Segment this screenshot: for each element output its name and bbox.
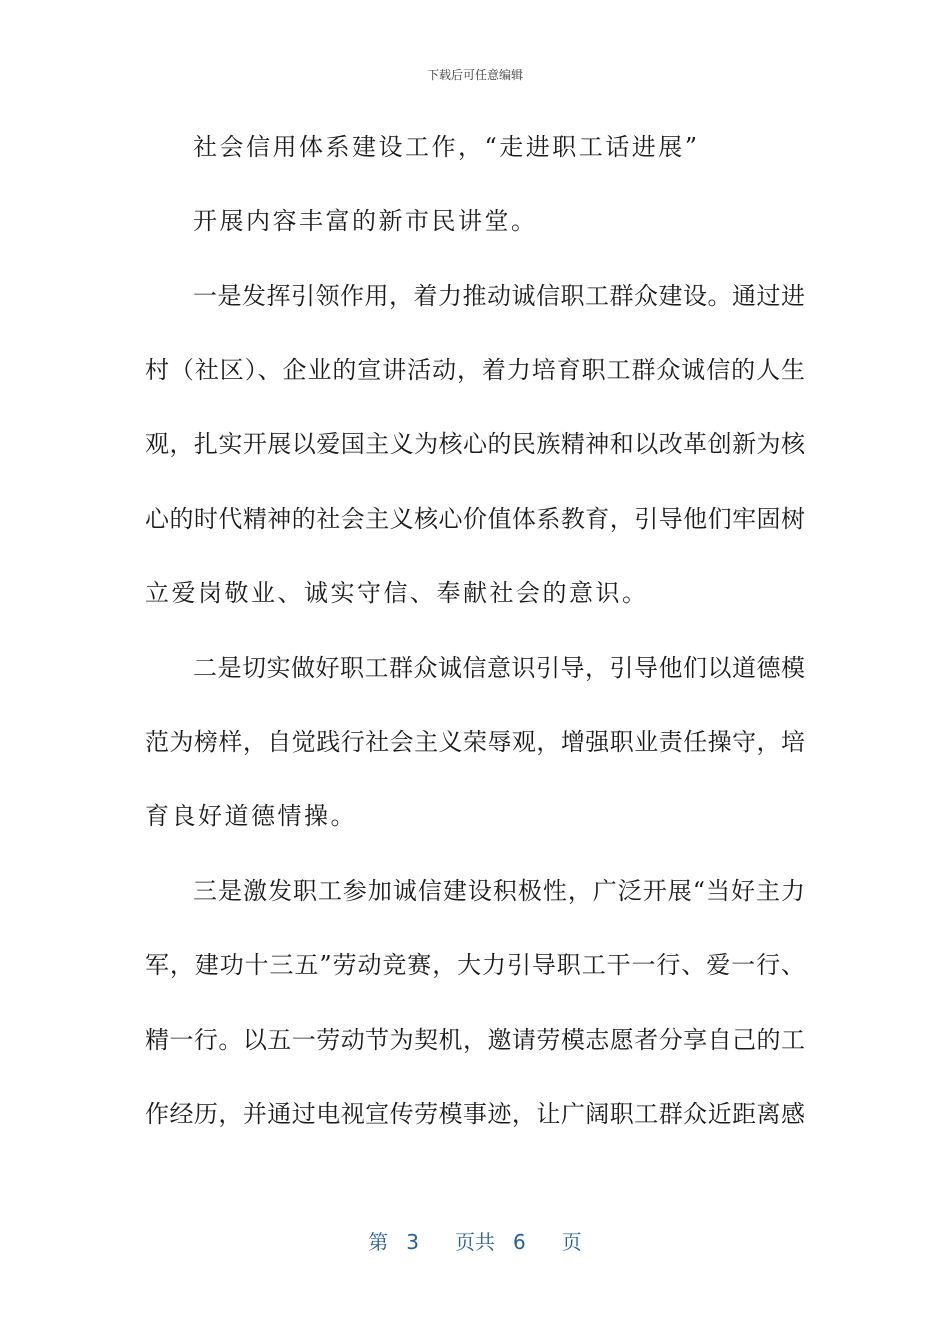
text-line: 开展内容丰富的新市民讲堂。 xyxy=(193,207,538,235)
text-line: 育良好道德情操。 xyxy=(145,802,357,830)
footer-total-pages: 6 xyxy=(513,1230,526,1254)
page-footer xyxy=(0,1226,950,1255)
text-line: 村（社区）、企业的宣讲活动，着力培育职工群众诚信的人生 xyxy=(145,356,805,384)
page-header: 下载后可任意编辑 xyxy=(426,68,523,82)
text-line: 一是发挥引领作用，着力推动诚信职工群众建设。通过进 xyxy=(193,282,805,310)
footer-current-page: 3 xyxy=(406,1230,419,1254)
text-line: 心的时代精神的社会主义核心价值体系教育，引导他们牢固树 xyxy=(145,505,805,533)
text-line: 观，扎实开展以爱国主义为核心的民族精神和以改革创新为核 xyxy=(145,430,805,458)
footer-suffix: 页 xyxy=(561,1230,582,1254)
text-line: 立爱岗敬业、诚实守信、奉献社会的意识。 xyxy=(145,579,649,607)
text-line: 社会信用体系建设工作，“走进职工话进展” xyxy=(193,133,700,161)
footer-prefix: 第 xyxy=(368,1230,389,1254)
footer-middle: 页共 xyxy=(455,1230,495,1254)
text-line: 精一行。以五一劳动节为契机，邀请劳模志愿者分享自己的工 xyxy=(145,1026,805,1054)
text-line: 军，建功十三五”劳动竞赛，大力引导职工干一行、爱一行、 xyxy=(145,951,805,979)
text-line: 二是切实做好职工群众诚信意识引导，引导他们以道德模 xyxy=(193,654,805,682)
text-line: 三是激发职工参加诚信建设积极性，广泛开展“当好主力 xyxy=(193,877,805,905)
text-line: 范为榜样，自觉践行社会主义荣辱观，增强职业责任操守，培 xyxy=(145,728,805,756)
text-line: 作经历，并通过电视宣传劳模事迹，让广阔职工群众近距离感 xyxy=(145,1100,805,1128)
